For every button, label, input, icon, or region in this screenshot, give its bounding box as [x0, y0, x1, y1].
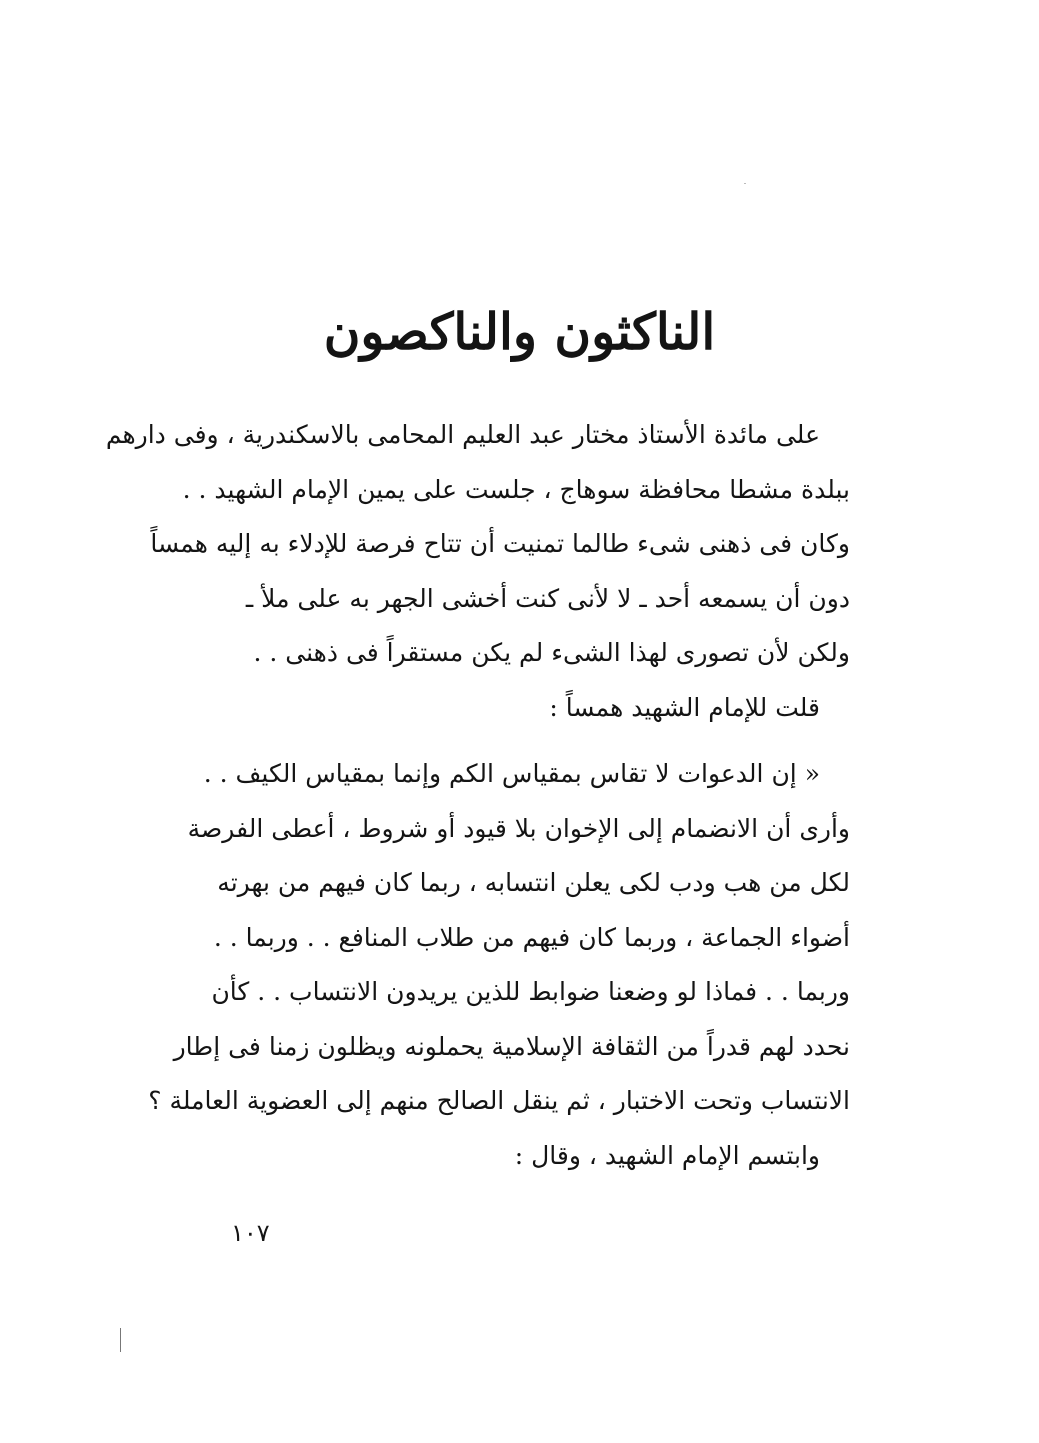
- text-line: وأرى أن الانضمام إلى الإخوان بلا قيود أو شروط ، أعطى الفرصة: [187, 813, 850, 843]
- body-text: [105, 408, 850, 1183]
- page-number: ١٠٧: [231, 1219, 270, 1247]
- text-line: ولكن لأن تصورى لهذا الشىء لم يكن مستقراً فى ذهنى . .: [253, 638, 850, 667]
- scan-speck: [744, 183, 746, 184]
- text-line: وربما . . فماذا لو وضعنا ضوابط للذين يريدون الانتساب . . كأن: [211, 977, 850, 1006]
- text-line: على مائدة الأستاذ مختار عبد العليم المحامى بالاسكندرية ، وفى دارهم: [105, 420, 820, 449]
- paragraph-gap: [188, 735, 850, 747]
- margin-mark: [120, 1328, 121, 1352]
- paragraph: [188, 681, 850, 736]
- text-line: أضواء الجماعة ، وربما كان فيهم من طلاب المنافع . . وربما . .: [213, 922, 850, 952]
- paragraph: [105, 408, 850, 681]
- text-line: وكان فى ذهنى شىء طالما تمنيت أن تتاح فرصة للإدلاء به إليه همساً: [150, 529, 850, 558]
- text-line: الانتساب وتحت الاختبار ، ثم ينقل الصالح منهم إلى العضوية العاملة ؟: [148, 1086, 850, 1115]
- text-line: قلت للإمام الشهيد همساً :: [549, 692, 820, 722]
- text-line: دون أن يسمعه أحد ـ لا لأنى كنت أخشى الجهر به على ملأ ـ: [245, 583, 850, 613]
- text-line: ببلدة مشطا محافظة سوهاج ، جلست على يمين الإمام الشهيد . .: [182, 474, 850, 504]
- paragraph: [188, 1129, 850, 1184]
- text-line: لكل من هب ودب لكى يعلن انتسابه ، ربما كان فيهم من بهرته: [217, 868, 850, 897]
- text-line: وابتسم الإمام الشهيد ، وقال :: [514, 1140, 820, 1170]
- text-line: نحدد لهم قدراً من الثقافة الإسلامية يحملونه ويظلون زمنا فى إطار: [173, 1031, 850, 1061]
- text-line: « إن الدعوات لا تقاس بمقياس الكم وإنما بمقياس الكيف . .: [203, 759, 820, 788]
- chapter-title: الناكثون والناكصون: [323, 302, 716, 361]
- paragraph: [148, 747, 850, 1129]
